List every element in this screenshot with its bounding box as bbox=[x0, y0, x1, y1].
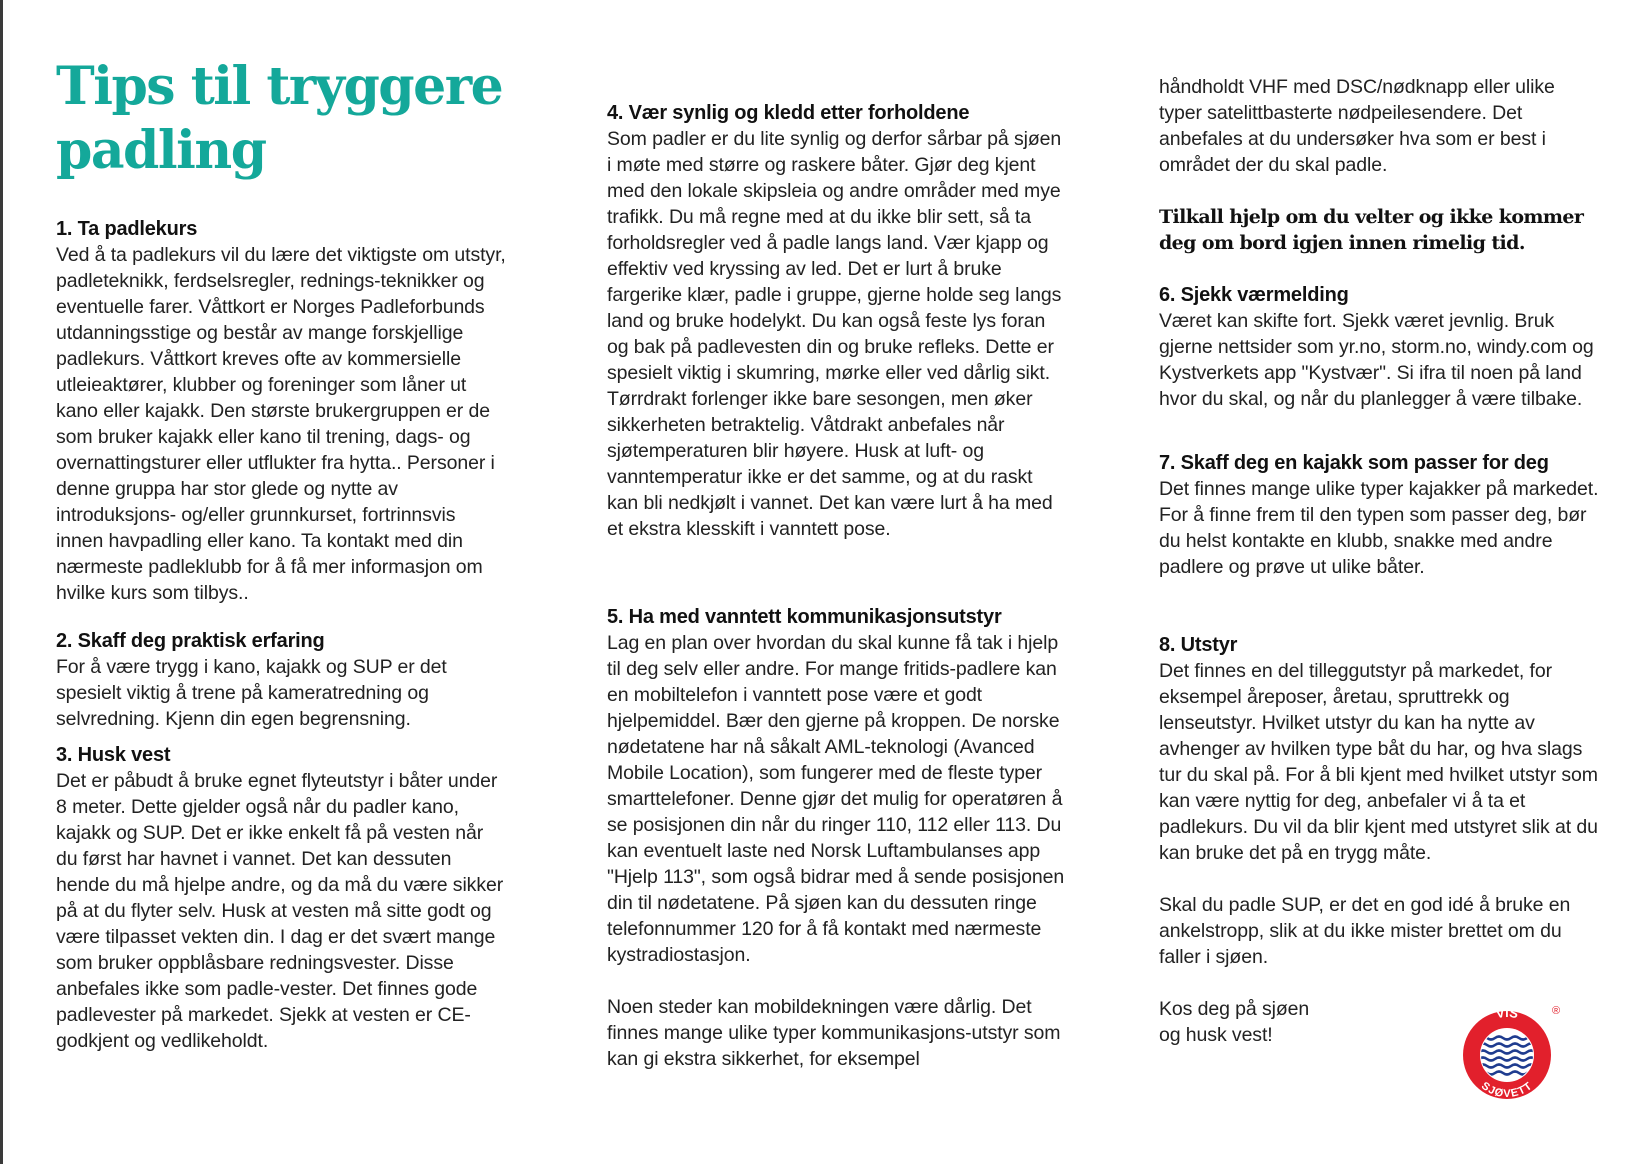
section-heading: 7. Skaff deg en kajakk som passer for deg bbox=[1159, 452, 1549, 474]
section-heading: 6. Sjekk værmelding bbox=[1159, 284, 1349, 306]
section-body-continued: Skal du padle SUP, er det en god idé å bruke en ankelstropp, slik at du ikke mister brettet om du faller i sjøen. bbox=[1159, 894, 1571, 968]
section-heading: 3. Husk vest bbox=[56, 744, 171, 766]
section-body: Som padler er du lite synlig og derfor sårbar på sjøen i møte med større og raskere båter. Gjør deg kjent med den lokale skipsleia og andre områder med mye trafikk. Du må regne med at du ikke blir sett, så ta forholdsregler ved å padle langs land. Vær kjapp og effektiv ved kryssing av led. Det er lurt å bruke fargerike klær, padle i gruppe, gjerne holde seg langs land og bruke hodelykt. Du kan også feste lys foran og bak på padlevesten din og bruke refleks. Dette er spesielt viktig i skumring, mørke eller ved dårlig sikt. Tørrdrakt forlenger ikke bare sesongen, men øker sikkerheten betraktelig. Våtdrakt anbefales når sjøtemperaturen blir høyere. Husk at luft- og vanntemperatur ikke er det samme, og at du raskt kan bli nedkjølt i vannet. Det kan være lurt å ha med et ekstra klesskift i vanntett pose. bbox=[607, 128, 1062, 540]
vis-sjovett-logo bbox=[1452, 1000, 1562, 1110]
section-heading: 4. Vær synlig og kledd etter forholdene bbox=[607, 102, 970, 124]
emphasis-note: Tilkall hjelp om du velter og ikke kommer deg om bord igjen innen rimelig tid. bbox=[1159, 206, 1584, 254]
registered-mark: ® bbox=[1552, 1005, 1561, 1017]
section-6 bbox=[1159, 282, 1599, 412]
section-heading: 5. Ha med vanntett kommunikasjonsutstyr bbox=[607, 606, 1002, 628]
section-body: Ved å ta padlekurs vil du lære det viktigste om utstyr, padleteknikk, ferdselsregler, rednings-teknikker og eventuelle farer. Våttkort er Norges Padleforbunds utdanningsstige og består av mange forskjellige padlekurs. Våttkort kreves ofte av kommersielle utleieaktører, klubber og foreninger som låner ut kano eller kajakk. Den største brukergruppen er de som bruker kajakk eller kano til trening, dags- og overnattingsturer eller utflukter fra hytta.. Personer i denne gruppa har stor glede og nytte av introduksjons- og/eller grunnkurset, fortrinnsvis innen havpadling eller kano. Ta kontakt med din nærmeste padleklubb for å få mer informasjon om hvilke kurs som tilbys.. bbox=[56, 244, 506, 604]
section-5 bbox=[607, 604, 1067, 1072]
section-heading: 1. Ta padlekurs bbox=[56, 218, 198, 240]
closing bbox=[1159, 996, 1459, 1048]
page-edge-rule bbox=[0, 0, 3, 1164]
logo-bottom-text: SJØVETT bbox=[1478, 1079, 1536, 1101]
section-body: Lag en plan over hvordan du skal kunne få tak i hjelp til deg selv eller andre. For mange fritids-padlere kan en mobiltelefon i vanntett pose være et godt hjelpemiddel. Bær den gjerne på kroppen. De norske nødetatene har nå såkalt AML-teknologi (Avanced Mobile Location), som fungerer med de fleste typer smarttelefoner. Denne gjør det mulig for operatøren å se posisjonen din når du ringer 110, 112 eller 113. Du kan eventuelt laste ned Norsk Luftambulanses app "Hjelp 113", som også bidrar med å sende posisjonen din til nødetatene. På sjøen kan du dessuten ringe telefonnummer 120 for å få kontakt med nærmeste kystradiostasjon. bbox=[607, 632, 1065, 966]
closing-line-2: og husk vest! bbox=[1159, 1024, 1273, 1046]
section-body-continued: Noen steder kan mobildekningen være dårlig. Det finnes mange ulike typer kommunikasjons-utstyr som kan gi ekstra sikkerhet, for eksempel bbox=[607, 996, 1061, 1070]
section-3 bbox=[56, 742, 506, 1054]
section-2 bbox=[56, 628, 506, 732]
section-5-continued bbox=[1159, 74, 1599, 256]
section-body: Været kan skifte fort. Sjekk været jevnlig. Bruk gjerne nettsider som yr.no, storm.no, windy.com og Kystverkets app "Kystvær". Si ifra til noen på land hvor du skal, og når du planlegger å være tilbake. bbox=[1159, 310, 1594, 410]
continued-text: håndholdt VHF med DSC/nødknapp eller ulike typer satelittbasterte nødpeilesendere. Det anbefales at du undersøker hva som er best i området der du skal padle. bbox=[1159, 76, 1555, 176]
section-4 bbox=[607, 100, 1067, 542]
section-body: Det finnes mange ulike typer kajakker på markedet. For å finne frem til den typen som passer deg, bør du helst kontakte en klubb, snakke med andre padlere og prøve ut ulike båter. bbox=[1159, 478, 1599, 578]
section-heading: 8. Utstyr bbox=[1159, 634, 1238, 656]
page-title: Tips til tryggere padling bbox=[56, 56, 503, 181]
section-8 bbox=[1159, 632, 1599, 970]
section-body: Det er påbudt å bruke egnet flyteutstyr i båter under 8 meter. Dette gjelder også når du padler kano, kajakk og SUP. Det er ikke enkelt få på vesten når du først har havnet i vannet. Det kan dessuten hende du må hjelpe andre, og da må du være sikker på at du flyter selv. Husk at vesten må sitte godt og være tilpasset vekten din. I dag er det svært mange som bruker oppblåsbare redningsvester. Disse anbefales ikke som padle-vester. Det finnes gode padlevester på markedet. Sjekk at vesten er CE-godkjent og vedlikeholdt. bbox=[56, 770, 504, 1052]
section-body: Det finnes en del tilleggutstyr på markedet, for eksempel åreposer, åretau, spruttrekk og lenseutstyr. Hvilket utstyr du kan ha nytte av avhenger av hvilken type båt du har, og hva slags tur du skal på. For å bli kjent med hvilket utstyr som kan være nyttig for deg, anbefaler vi å ta et padlekurs. Du vil da blir kjent med utstyret slik at du kan bruke det på en trygg måte. bbox=[1159, 660, 1598, 864]
logo-top-text: ViS bbox=[1494, 1004, 1520, 1022]
section-1 bbox=[56, 216, 506, 606]
closing-line-1: Kos deg på sjøen bbox=[1159, 998, 1310, 1020]
section-heading: 2. Skaff deg praktisk erfaring bbox=[56, 630, 325, 652]
section-7 bbox=[1159, 450, 1599, 580]
section-body: For å være trygg i kano, kajakk og SUP er det spesielt viktig å trene på kameratredning og selvredning. Kjenn din egen begrensning. bbox=[56, 656, 447, 730]
